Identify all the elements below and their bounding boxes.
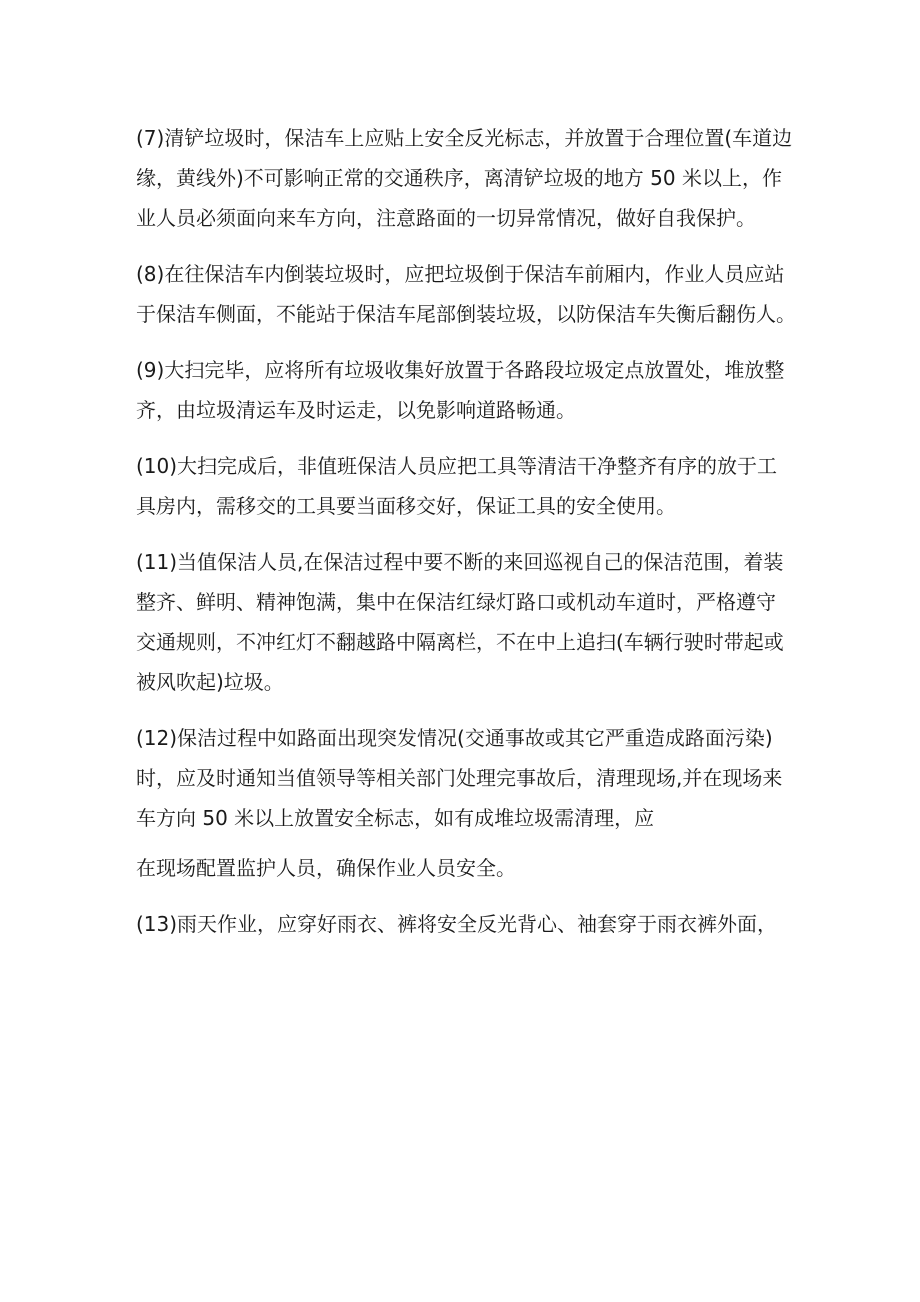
paragraph-line: 齐，由垃圾清运车及时运走，以免影响道路畅通。 (136, 398, 576, 422)
paragraph-line: (9)大扫完毕，应将所有垃圾收集好放置于各路段垃圾定点放置处，堆放整 (136, 358, 785, 382)
paragraph-line: (8)在往保洁车内倒装垃圾时，应把垃圾倒于保洁车前厢内，作业人员应站 (136, 262, 785, 286)
paragraph-line: 业人员必须面向来车方向，注意路面的一切异常情况，做好自我保护。 (136, 206, 756, 230)
paragraph-line: 缘，黄线外)不可影响正常的交通秩序，离清铲垃圾的地方 50 米以上，作 (136, 166, 782, 190)
paragraph-10 (136, 446, 796, 526)
paragraph-line: 于保洁车侧面，不能站于保洁车尾部倒装垃圾，以防保洁车失衡后翻伤人。 (136, 302, 796, 326)
paragraph-9 (136, 350, 796, 430)
document-body (136, 118, 796, 960)
paragraph-13 (136, 904, 796, 944)
paragraph-12 (136, 718, 796, 838)
paragraph-line: (12)保洁过程中如路面出现突发情况(交通事故或其它严重造成路面污染) (136, 726, 773, 750)
paragraph-line: 在现场配置监护人员，确保作业人员安全。 (136, 856, 516, 880)
paragraph-line: (10)大扫完成后，非值班保洁人员应把工具等清洁干净整齐有序的放于工 (136, 454, 778, 478)
paragraph-12-continuation (136, 848, 796, 888)
paragraph-7 (136, 118, 796, 238)
paragraph-line: (13)雨天作业，应穿好雨衣、裤将安全反光背心、袖套穿于雨衣裤外面， (136, 912, 778, 936)
paragraph-line: 被风吹起)垃圾。 (136, 670, 284, 694)
paragraph-line: 车方向 50 米以上放置安全标志，如有成堆垃圾需清理，应 (136, 806, 655, 830)
paragraph-line: 交通规则，不冲红灯不翻越路中隔离栏，不在中上追扫(车辆行驶时带起或 (136, 630, 784, 654)
paragraph-line: 具房内，需移交的工具要当面移交好，保证工具的安全使用。 (136, 494, 676, 518)
paragraph-line: (11)当值保洁人员,在保洁过程中要不断的来回巡视自己的保洁范围，着装 (136, 550, 784, 574)
paragraph-line: 整齐、鲜明、精神饱满，集中在保洁红绿灯路口或机动车道时，严格遵守 (136, 590, 776, 614)
paragraph-11 (136, 542, 796, 702)
paragraph-line: 时，应及时通知当值领导等相关部门处理完事故后，清理现场,并在现场来 (136, 766, 783, 790)
paragraph-8 (136, 254, 796, 334)
paragraph-line: (7)清铲垃圾时，保洁车上应贴上安全反光标志，并放置于合理位置(车道边 (136, 126, 793, 150)
